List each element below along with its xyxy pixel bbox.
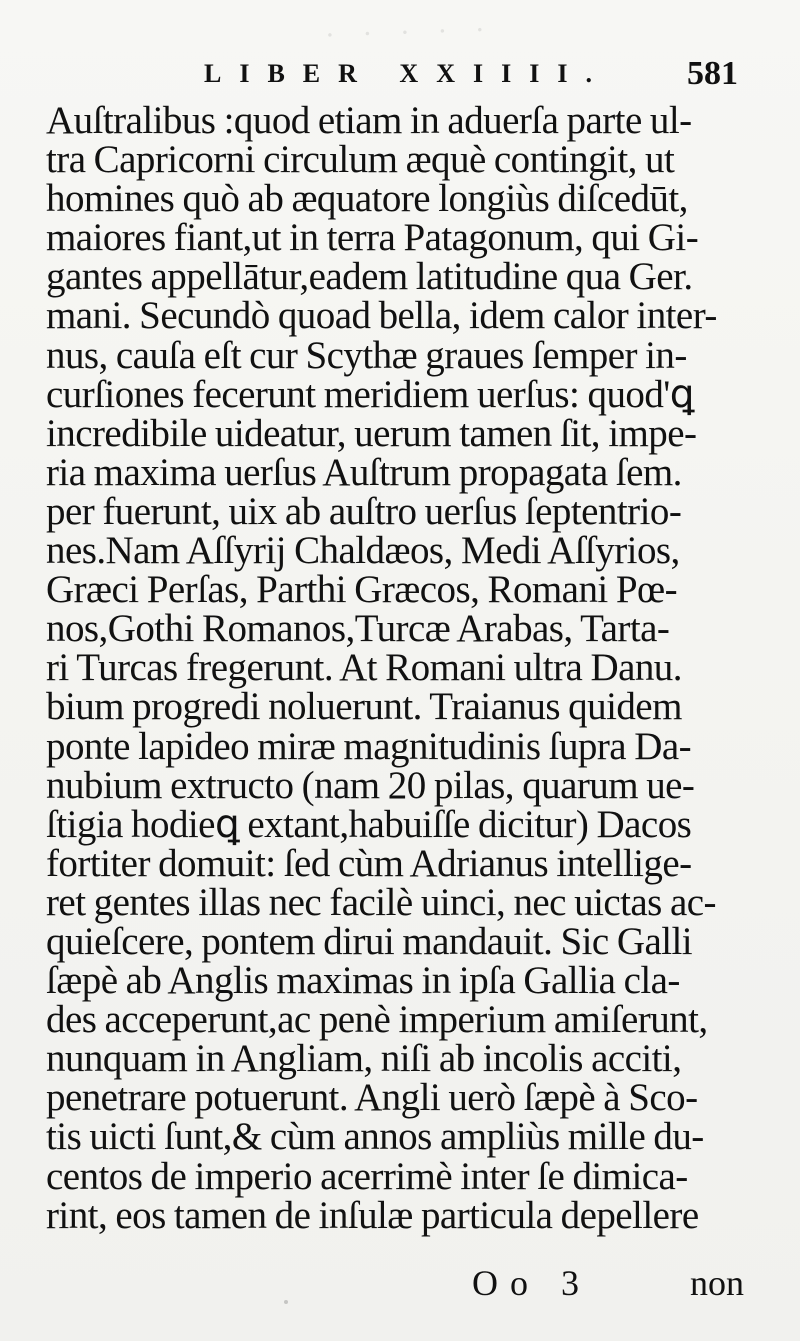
page-number: 581 bbox=[687, 55, 738, 92]
text-line: curſiones fecerunt meridiem uerſus: quod'ꝗ bbox=[46, 372, 694, 416]
show-through-bleed: · · · · · bbox=[324, 13, 496, 52]
text-line: homines quò ab æquatore longiùs diſcedūt, bbox=[46, 177, 688, 221]
text-line: ponte lapideo miræ magnitudinis ſupra Da- bbox=[46, 724, 692, 768]
text-line: centos de imperio acerrimè inter ſe dimica- bbox=[46, 1154, 688, 1198]
text-line: maiores fiant,ut in terra Patagonum, qui Gi- bbox=[46, 216, 699, 260]
text-line: penetrare potuerunt. Angli uerò ſæpè à Sco- bbox=[46, 1076, 698, 1120]
text-line: per fuerunt, uix ab auſtro uerſus ſeptentrio- bbox=[46, 489, 682, 533]
text-line: incredibile uideatur, uerum tamen ſit, impe- bbox=[46, 411, 697, 455]
text-line: nes.Nam Aſſyrij Chaldæos, Medi Aſſyrios, bbox=[46, 529, 680, 573]
text-line: quieſcere, pontem dirui mandauit. Sic Galli bbox=[46, 919, 693, 963]
text-line: mani. Secundò quoad bella, idem calor inter- bbox=[46, 294, 717, 338]
text-line: des acceperunt,ac penè imperium amiſerunt, bbox=[46, 998, 708, 1042]
text-line: tra Capricorni circulum æquè contingit, ut bbox=[46, 138, 675, 182]
text-line: fortiter domuit: ſed cùm Adrianus intellige- bbox=[46, 841, 692, 885]
text-line: ri Turcas fregerunt. At Romani ultra Danu. bbox=[46, 646, 682, 690]
text-line: Auſtralibus :quod etiam in aduerſa parte ul- bbox=[46, 99, 692, 142]
signature-mark: Oo 3 bbox=[472, 1263, 591, 1303]
running-head bbox=[0, 52, 800, 96]
catch-line bbox=[0, 1262, 800, 1304]
text-line: Græci Perſas, Parthi Græcos, Romani Pœ- bbox=[46, 568, 678, 612]
paper-speck bbox=[284, 1300, 288, 1304]
text-line: ſtigia hodieꝗ extant,habuiſſe dicitur) Dacos bbox=[46, 802, 692, 846]
text-line: nubium extructo (nam 20 pilas, quarum ue- bbox=[46, 763, 695, 807]
text-line: ret gentes illas nec facilè uinci, nec uictas ac- bbox=[46, 880, 716, 924]
text-line: nus, cauſa eſt cur Scythæ graues ſemper in- bbox=[46, 333, 687, 377]
text-line: tis uicti ſunt,& cùm annos ampliùs mille du- bbox=[46, 1115, 704, 1159]
running-title: LIBER XXIIII. bbox=[204, 59, 610, 88]
catchword: non bbox=[690, 1263, 744, 1303]
text-line: nunquam in Angliam, niſi ab incolis acciti, bbox=[46, 1037, 682, 1081]
text-line: ſæpè ab Anglis maximas in ipſa Gallia cla- bbox=[46, 959, 680, 1003]
text-line: ria maxima uerſus Auſtrum propagata ſem. bbox=[46, 450, 682, 494]
text-line: rint, eos tamen de inſulæ particula depellere bbox=[46, 1193, 699, 1237]
text-line: nos,Gothi Romanos,Turcæ Arabas, Tarta- bbox=[46, 607, 670, 651]
text-line: bium progredi noluerunt. Traianus quidem bbox=[46, 685, 682, 729]
main-text-block bbox=[46, 101, 766, 1235]
text-line: gantes appellātur,eadem latitudine qua Ger. bbox=[46, 255, 693, 299]
